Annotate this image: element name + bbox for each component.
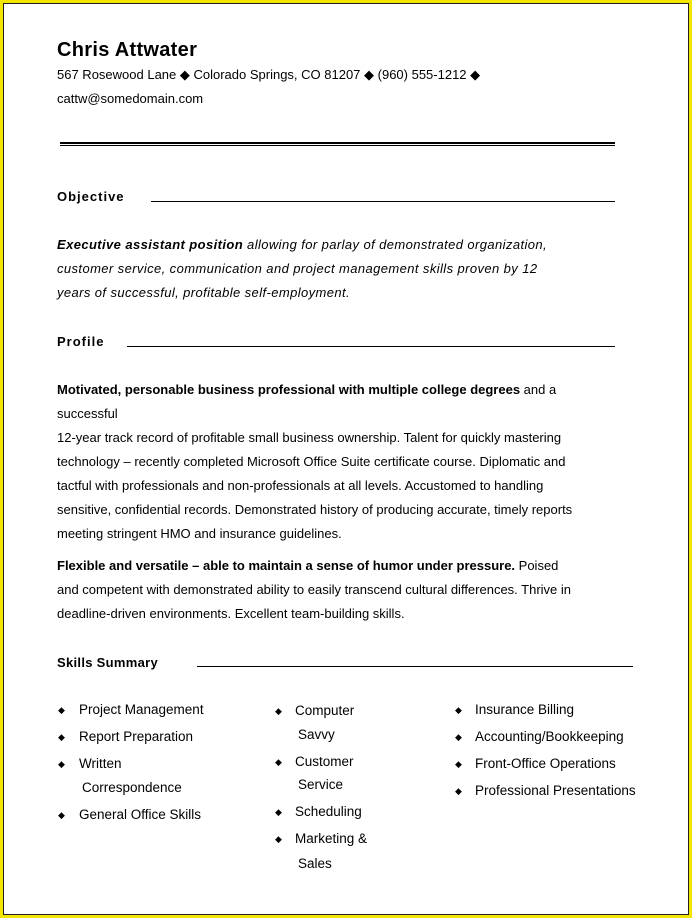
diamond-bullet-icon: ◆ (455, 705, 462, 715)
objective-line3: years of successful, profitable self-employment. (57, 285, 351, 300)
profile-paragraph-1 (57, 378, 617, 546)
profile-p1-rest: and a (520, 382, 557, 397)
profile-p2-line: and competent with demonstrated ability to easily transcend cultural differences. Thrive in (57, 582, 572, 597)
objective-text (57, 233, 617, 305)
resume-name: Chris Attwater (57, 39, 198, 61)
skill-item: Project Management (79, 702, 204, 717)
profile-p1-line: 12-year track record of profitable small business ownership. Talent for quickly mastering (57, 430, 562, 445)
skill-item: Report Preparation (79, 729, 194, 744)
skill-item: Front-Office Operations (475, 756, 616, 771)
skill-item-continued: Service (298, 777, 344, 792)
skill-item: Computer (295, 703, 355, 718)
diamond-bullet-icon: ◆ (58, 759, 65, 769)
diamond-bullet-icon: ◆ (58, 732, 65, 742)
objective-line2: customer service, communication and project management skills proven by 12 (57, 261, 538, 276)
skill-item-continued: Sales (298, 856, 332, 871)
profile-p1-line: successful (57, 406, 118, 421)
profile-p1-line: meeting stringent HMO and insurance guidelines. (57, 526, 342, 541)
objective-rule (151, 201, 615, 202)
skill-item: Marketing & (295, 831, 368, 846)
skill-item: Accounting/Bookkeeping (475, 729, 624, 744)
email-address: cattw@somedomain.com (57, 91, 204, 106)
diamond-bullet-icon: ◆ (275, 834, 282, 844)
profile-p2-line: deadline-driven environments. Excellent team-building skills. (57, 606, 405, 621)
diamond-bullet-icon: ◆ (455, 759, 462, 769)
objective-bold: Executive assistant position (57, 237, 244, 252)
skill-item: Scheduling (295, 804, 362, 819)
skills-rule (197, 666, 633, 667)
profile-rule (127, 346, 615, 347)
objective-line1: allowing for parlay of demonstrated organization, (243, 237, 548, 252)
diamond-bullet-icon: ◆ (275, 807, 282, 817)
profile-p2-bold: Flexible and versatile – able to maintain a sense of humor under pressure. (57, 558, 516, 573)
diamond-bullet-icon: ◆ (58, 810, 65, 820)
diamond-bullet-icon: ◆ (455, 732, 462, 742)
profile-p1-line: tactful with professionals and non-professionals at all levels. Accustomed to handling (57, 478, 544, 493)
diamond-bullet-icon: ◆ (455, 786, 462, 796)
profile-paragraph-2 (57, 554, 617, 626)
objective-heading: Objective (57, 189, 125, 204)
header-divider-thin (60, 145, 615, 146)
skill-item-continued: Savvy (298, 727, 335, 742)
skill-item: Professional Presentations (475, 783, 636, 798)
skill-item: General Office Skills (79, 807, 202, 822)
profile-heading: Profile (57, 334, 105, 349)
profile-p1-bold: Motivated, personable business professional with multiple college degrees (57, 382, 521, 397)
skill-item: Customer (295, 754, 354, 769)
diamond-bullet-icon: ◆ (58, 705, 65, 715)
skills-heading: Skills Summary (57, 655, 159, 670)
address-line: 567 Rosewood Lane ◆ Colorado Springs, CO 81207 ◆ (960) 555-1212 ◆ (57, 67, 481, 82)
skill-item: Insurance Billing (475, 702, 575, 717)
header-divider (60, 142, 615, 144)
skill-item-continued: Correspondence (82, 780, 182, 795)
profile-p1-line: sensitive, confidential records. Demonstrated history of producing accurate, timely reports (57, 502, 573, 517)
profile-p1-line: technology – recently completed Microsoft Office Suite certificate course. Diplomatic and (57, 454, 566, 469)
skill-item: Written (79, 756, 122, 771)
diamond-bullet-icon: ◆ (275, 757, 282, 767)
diamond-bullet-icon: ◆ (275, 706, 282, 716)
profile-p2-rest: Poised (515, 558, 559, 573)
